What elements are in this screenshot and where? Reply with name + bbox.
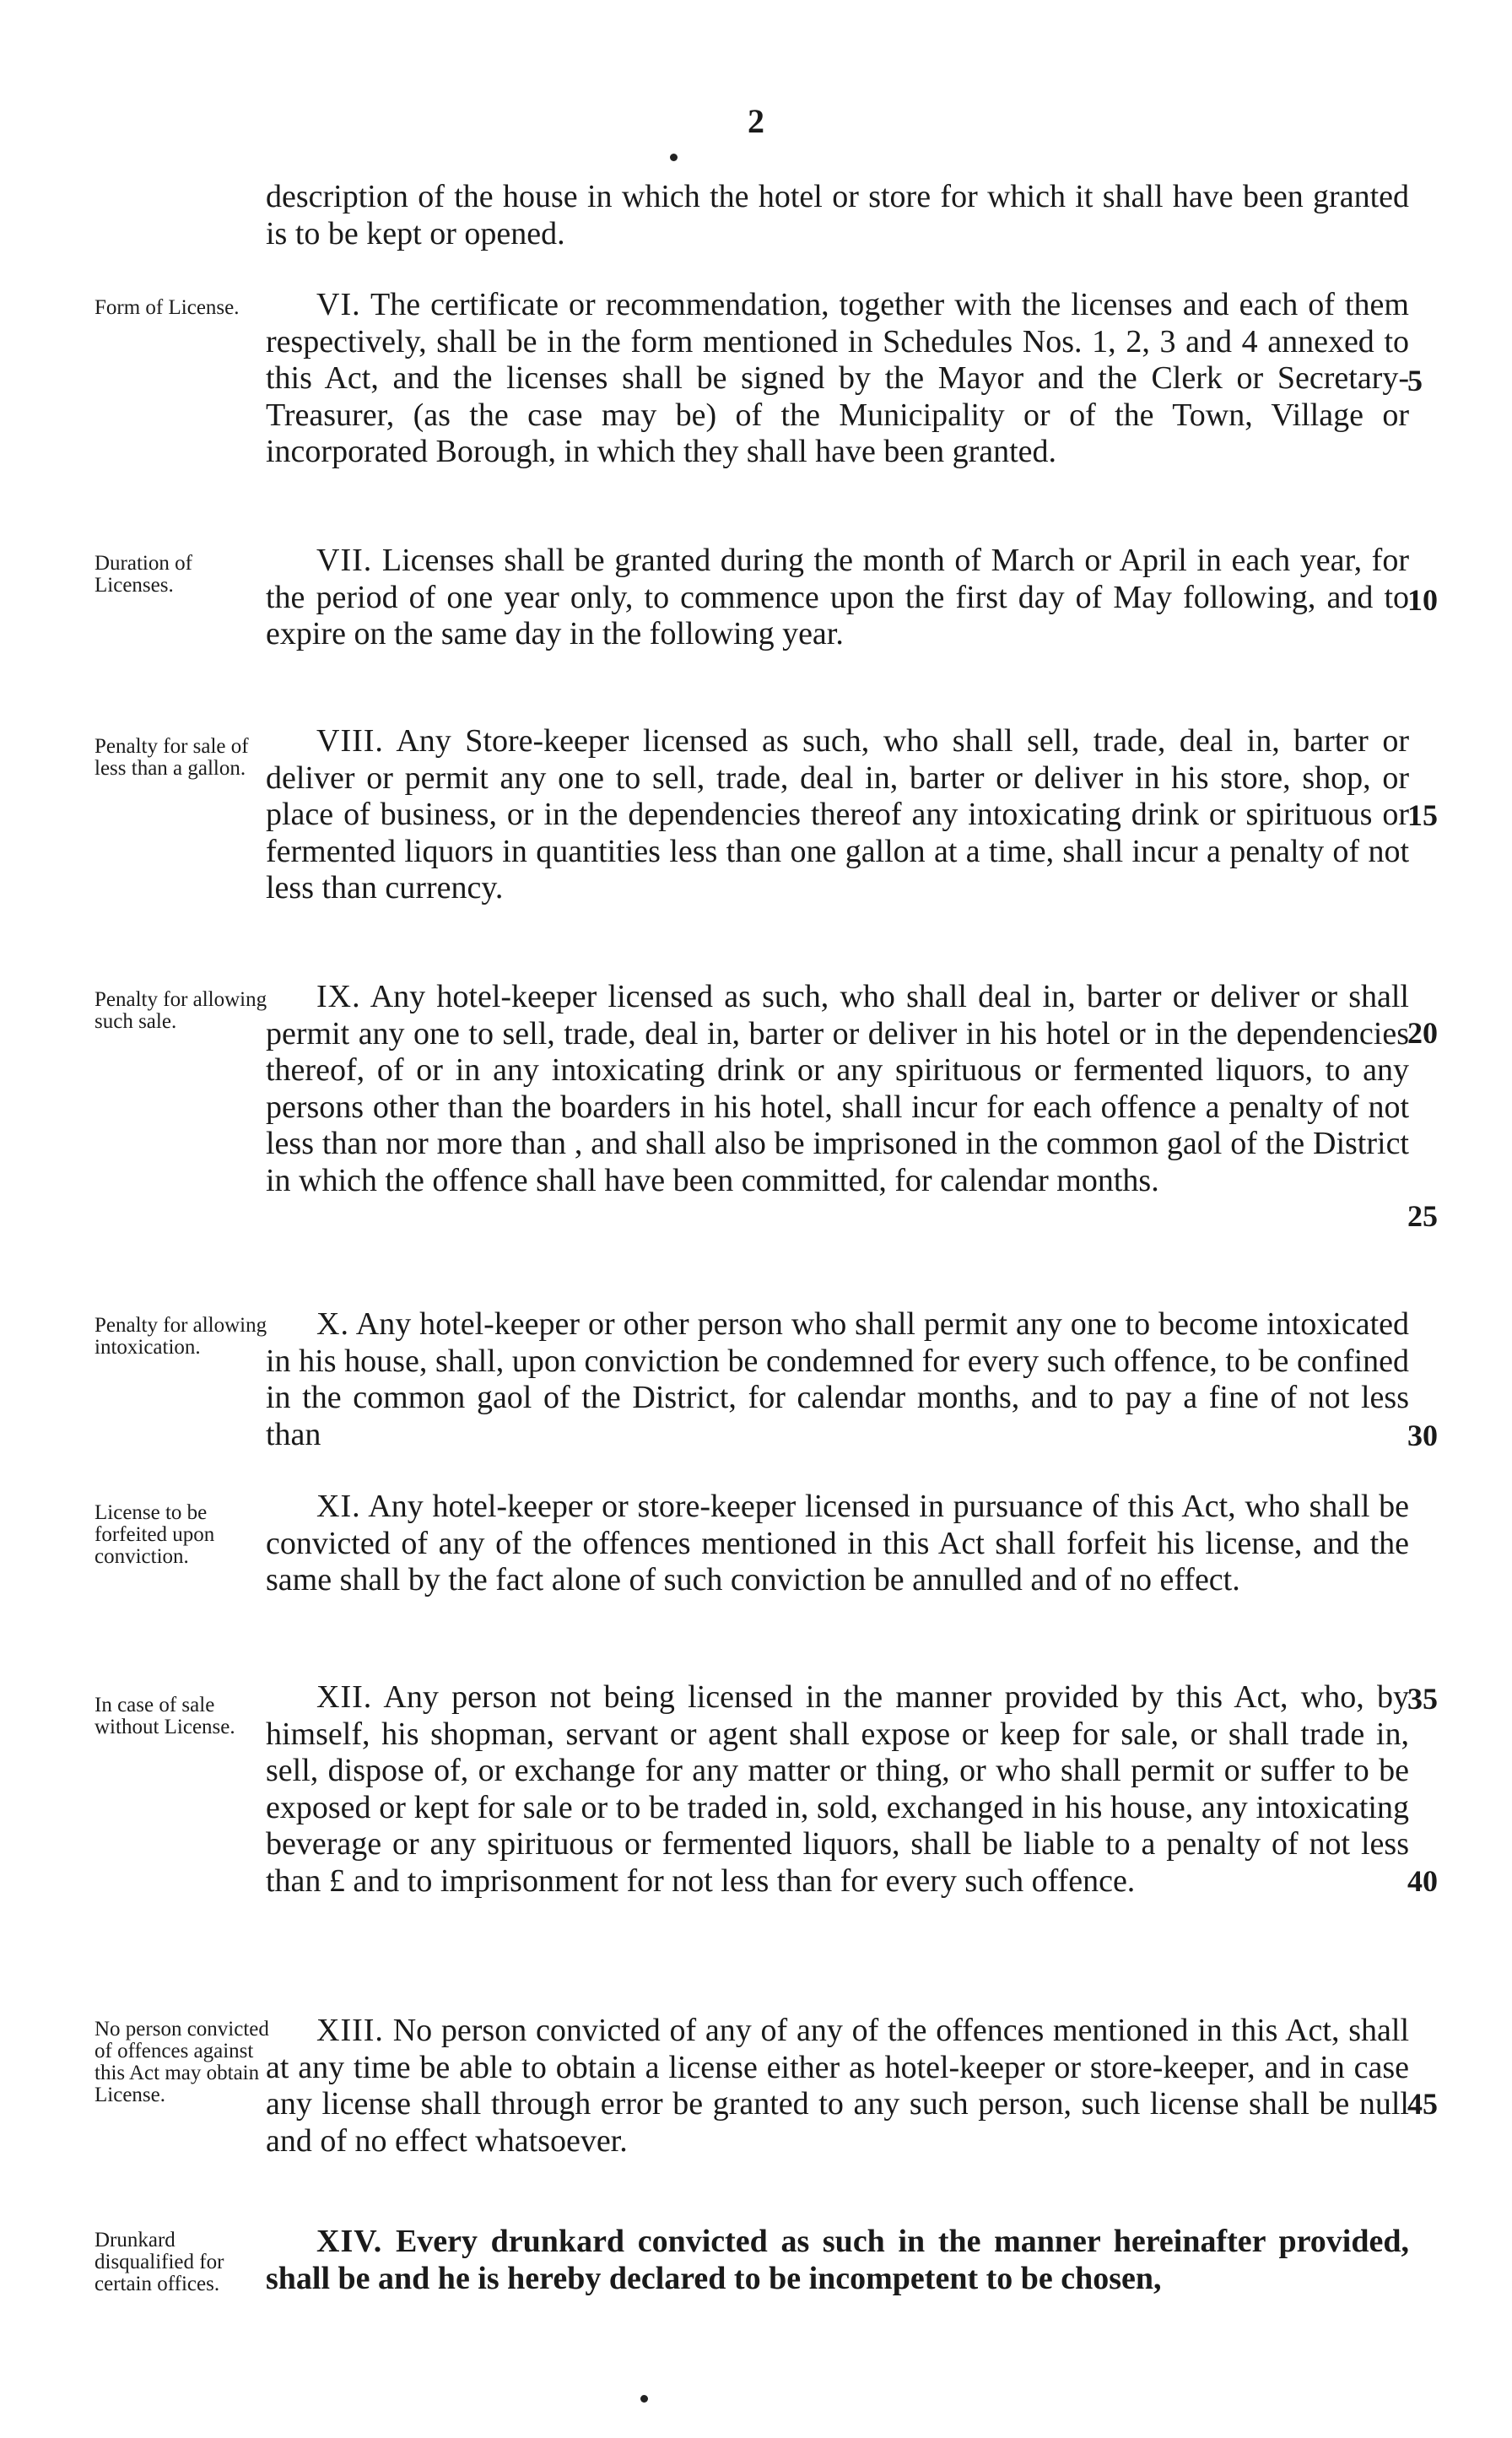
- ink-dot: [640, 2395, 648, 2403]
- line-number: 5: [1407, 364, 1423, 397]
- section-number: X.: [316, 1306, 349, 1342]
- section-xii: [266, 1679, 1409, 1900]
- line-number: 40: [1407, 1864, 1438, 1898]
- margin-note-forfeited: License to be forfeited upon conviction.: [94, 1501, 215, 1568]
- section-number: VI.: [316, 287, 361, 322]
- section-vi: [266, 287, 1409, 471]
- page-number: 2: [748, 102, 764, 140]
- section-text: Every drunkard convicted as such in the manner hereinafter provided, shall be and he is hereby declared to be incompetent to be chosen,: [266, 2224, 1409, 2296]
- section-xiv: [266, 2224, 1409, 2297]
- section-text: Any hotel-keeper licensed as such, who shall deal in, barter or deliver or shall permit any one to sell, trade, deal in, barter or deliver in his hotel or in the dependencies thereof, of or in any intoxicating drink or any spirituous or fermented liquors, to any persons other than the boarders in his hotel, shall incur for each offence a penalty of not less than nor more than , and shall also be imprisoned in the common gaol of the District in which the offence shall have been committed, for calendar months.: [266, 979, 1409, 1198]
- section-text: No person convicted of any of any of the offences mentioned in this Act, shall at any time be able to obtain a license either as hotel-keeper or store-keeper, and in case any license shall through error be granted to any such person, such license shall be null and of no effect whatsoever.: [266, 2013, 1410, 2159]
- section-text: Licenses shall be granted during the month of March or April in each year, for the period of one year only, to commence upon the first day of May following, and to expire on the same day in the following year.: [266, 543, 1409, 651]
- section-text: Any hotel-keeper or other person who shall permit any one to become intoxicated in his house, shall, upon conviction be condemned for every such offence, to be confined in the common gaol of the District, for calendar months, and to pay a fine of not less than: [266, 1306, 1409, 1452]
- section-x: [266, 1306, 1409, 1453]
- section-xi: [266, 1489, 1409, 1599]
- line-number: 25: [1407, 1199, 1438, 1233]
- section-number: VIII.: [316, 723, 384, 759]
- margin-note-without-license: In case of sale without License.: [94, 1694, 235, 1738]
- line-number: 10: [1407, 583, 1438, 617]
- margin-note-allowing-sale: Penalty for allowing such sale.: [94, 988, 267, 1033]
- section-text: The certificate or recommendation, together with the licenses and each of them respectively, shall be in the form mentioned in Schedules Nos. 1, 2, 3 and 4 annexed to this Act, and the licenses shall be signed by the Mayor and the Clerk or Secretary-Treasurer, (as the case may be) of the Municipality or of the Town, Village or incorporated Borough, in which they shall have been granted.: [266, 287, 1409, 469]
- margin-note-form-of-license: Form of License.: [94, 296, 240, 319]
- section-ix: [266, 979, 1409, 1199]
- section-number: XIV.: [316, 2224, 383, 2259]
- section-xiii: [266, 2013, 1409, 2160]
- margin-note-no-license: No person convicted of offences against this Act may obtain License.: [94, 2018, 269, 2106]
- margin-note-penalty-sale: Penalty for sale of less than a gallon.: [94, 735, 249, 780]
- section-number: XII.: [316, 1679, 373, 1715]
- line-number: 15: [1407, 798, 1438, 832]
- line-number: 45: [1407, 2087, 1438, 2121]
- margin-note-intoxication: Penalty for allowing intoxication.: [94, 1314, 267, 1359]
- section-vii: [266, 543, 1409, 653]
- section-text: Any person not being licensed in the manner provided by this Act, who, by himself, his shopman, servant or agent shall expose or keep for sale, or shall trade in, sell, dispose of, or exchange for any matter or thing, or who shall permit or suffer to be exposed or kept for sale or to be traded in, sold, exchanged in his house, any intoxicating beverage or any spirituous or fermented liquors, shall be liable to a penalty of not less than £ and to imprisonment for not less than for every such offence.: [266, 1679, 1409, 1899]
- section-text: Any hotel-keeper or store-keeper licensed in pursuance of this Act, who shall be convicted of any of the offences mentioned in this Act shall forfeit his license, and the same shall by the fact alone of such conviction be annulled and of no effect.: [266, 1489, 1410, 1597]
- line-number: 20: [1407, 1016, 1438, 1050]
- line-number: 30: [1407, 1419, 1438, 1452]
- section-text: Any Store-keeper licensed as such, who shall sell, trade, deal in, barter or deliver or permit any one to sell, trade, deal in, barter or deliver in his store, shop, or place of business, or in the dependencies thereof any intoxicating drink or spirituous or fermented liquors in quantities less than one gallon at a time, shall incur a penalty of not less than currency.: [266, 723, 1410, 905]
- margin-note-drunkard: Drunkard disqualified for certain offices.: [94, 2229, 224, 2295]
- line-number: 35: [1407, 1682, 1438, 1716]
- ink-dot: [670, 154, 678, 161]
- continuation-paragraph: description of the house in which the hotel or store for which it shall have been granted is to be kept or opened.: [266, 179, 1409, 251]
- section-number: VII.: [316, 543, 373, 578]
- section-viii: [266, 723, 1409, 907]
- section-number: XI.: [316, 1489, 361, 1524]
- margin-note-duration: Duration of Licenses.: [94, 552, 192, 597]
- section-number: IX.: [316, 979, 361, 1014]
- section-number: XIII.: [316, 2013, 384, 2048]
